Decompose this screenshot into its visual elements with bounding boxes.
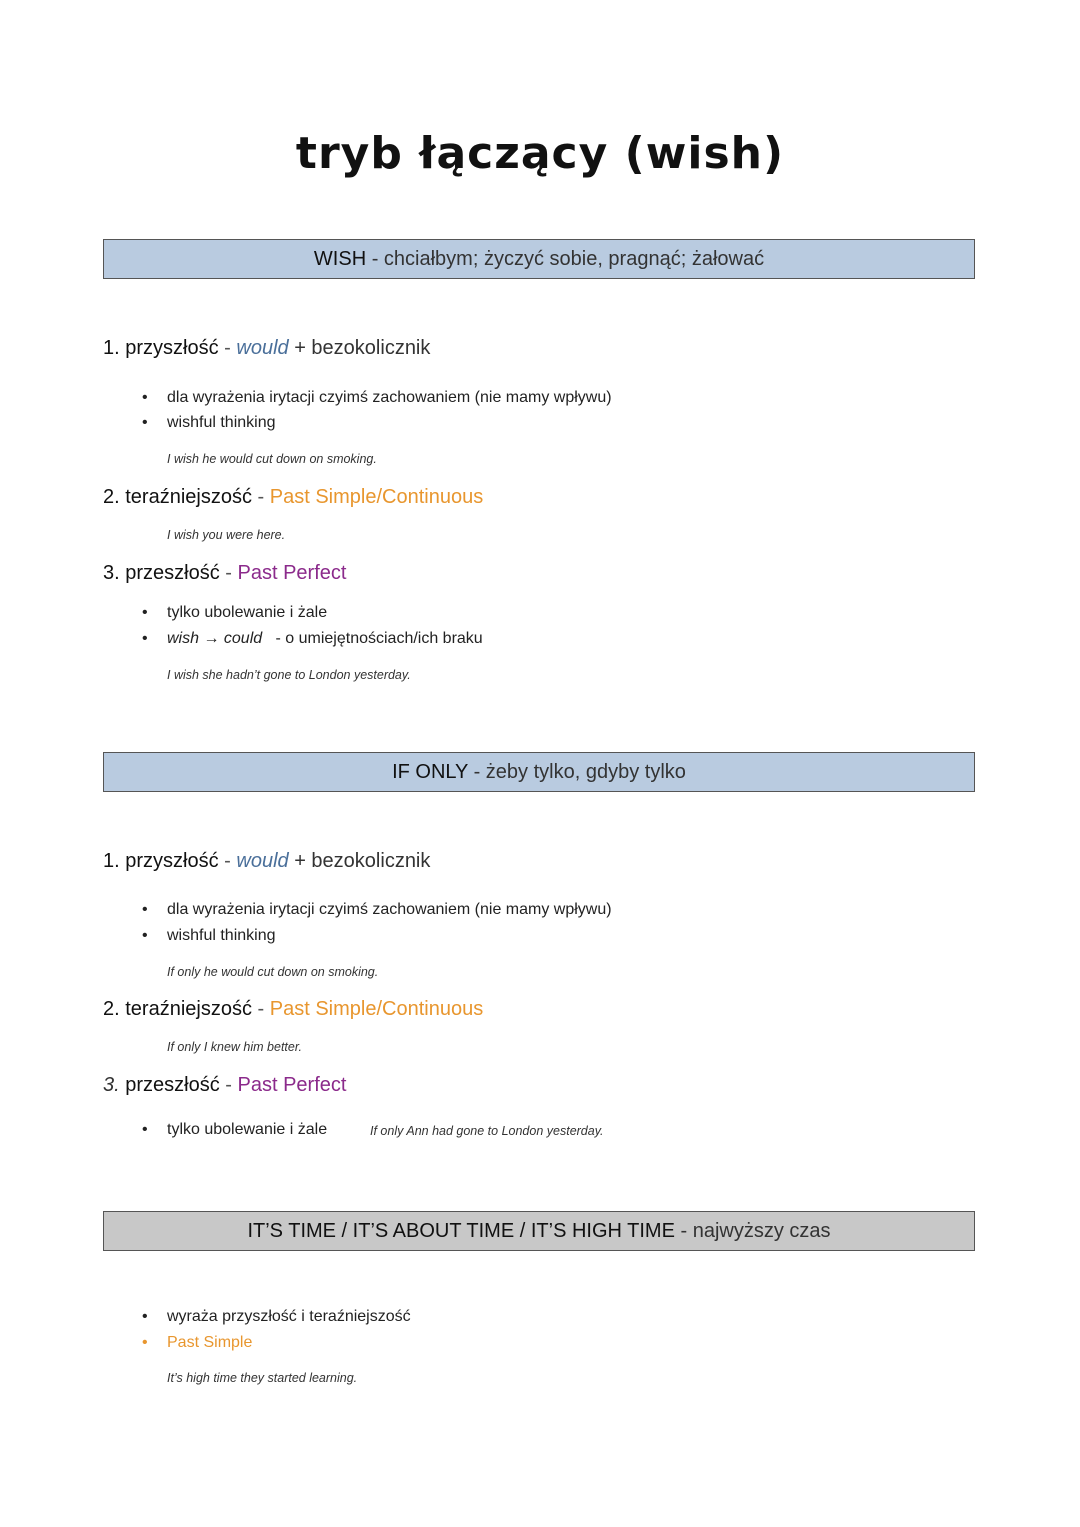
- time-bullet-2: • Past Simple: [142, 1334, 253, 1351]
- ifonly-future-example: If only he would cut down on smoking.: [167, 965, 379, 979]
- wish-past-bullet-1: • tylko ubolewanie i żale: [142, 604, 328, 621]
- ifonly-header-box: [103, 752, 975, 792]
- wish-past-example: I wish she hadn’t gone to London yesterday.: [167, 668, 411, 682]
- wish-future-bullet-1: • dla wyrażenia irytacji czyimś zachowaniem (nie mamy wpływu): [142, 389, 612, 406]
- ifonly-key: IF ONLY: [392, 761, 469, 783]
- ifonly-future-bullet-2: • wishful thinking: [142, 927, 276, 944]
- ifonly-present-heading: 2. teraźniejszość - Past Simple/Continuous: [103, 998, 484, 1020]
- ifonly-present-example: If only I knew him better.: [167, 1040, 303, 1054]
- page-title: tryb łączący (wish): [295, 128, 785, 179]
- time-bullet-1: • wyraża przyszłość i teraźniejszość: [142, 1308, 411, 1325]
- wish-past-heading: 3. przeszłość - Past Perfect: [103, 562, 347, 584]
- ifonly-definition: - żeby tylko, gdyby tylko: [468, 761, 686, 783]
- wish-future-heading: 1. przyszłość - would + bezokolicznik: [103, 337, 431, 359]
- wish-future-example: I wish he would cut down on smoking.: [167, 452, 377, 466]
- ifonly-past-heading: 3. przeszłość - Past Perfect: [103, 1074, 347, 1096]
- wish-header-box: [103, 239, 975, 279]
- ifonly-past-bullet-1: • tylko ubolewanie i żale: [142, 1121, 328, 1138]
- ifonly-past-example: If only Ann had gone to London yesterday.: [370, 1124, 604, 1138]
- wish-definition: - chciałbym; życzyć sobie, pragnąć; żałować: [366, 248, 765, 270]
- wish-past-bullet-2: • wish → could - o umiejętnościach/ich braku: [142, 630, 483, 647]
- wish-future-bullet-2: • wishful thinking: [142, 414, 276, 431]
- wish-present-example: I wish you were here.: [167, 528, 286, 542]
- wish-key: WISH: [313, 248, 367, 270]
- ifonly-future-heading: 1. przyszłość - would + bezokolicznik: [103, 850, 431, 872]
- time-key: IT’S TIME / IT’S ABOUT TIME / IT’S HIGH TIME: [247, 1220, 675, 1242]
- wish-present-heading: 2. teraźniejszość - Past Simple/Continuous: [103, 486, 484, 508]
- ifonly-future-bullet-1: • dla wyrażenia irytacji czyimś zachowaniem (nie mamy wpływu): [142, 901, 612, 918]
- time-definition: - najwyższy czas: [674, 1220, 831, 1242]
- time-example: It’s high time they started learning.: [167, 1371, 358, 1385]
- time-header-box: [103, 1211, 975, 1251]
